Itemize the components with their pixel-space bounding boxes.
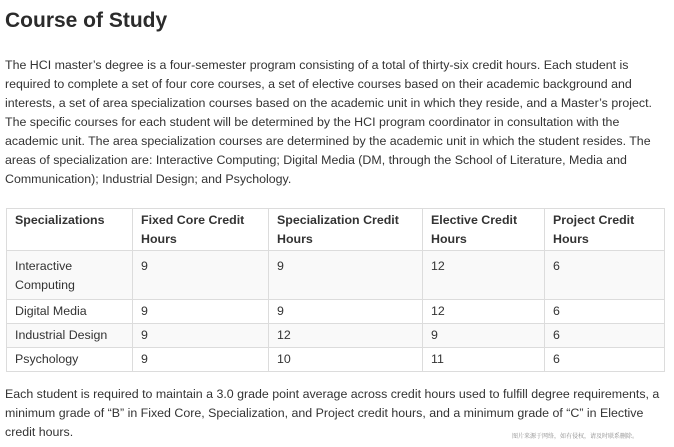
cell-project: 6 (545, 324, 665, 348)
intro-paragraph: The HCI master’s degree is a four-semester program consisting of a total of thirty-six credit hours. Each student is required to complete a set of four core courses, a set of elective courses based on their academic background and interests, a set of area specialization courses based on the academic unit in which they reside, and a Master’s project. The specific courses for each student will be determined by the HCI program coordinator in consultation with the academic unit. The area specialization courses are determined by the academic unit in which the student resides. The areas of specialization are: Interactive Computing; Digital Media (DM, through the School of Literature, Media and Communication); Industrial Design; and Psychology. (5, 58, 652, 186)
cell-project: 6 (545, 300, 665, 324)
cell-specialization-credit: 10 (269, 348, 423, 372)
cell-fixed-core: 9 (133, 324, 269, 348)
table-row-psychology (7, 348, 665, 372)
table-row-industrial-design (7, 324, 665, 348)
cell-specialization-credit: 12 (269, 324, 423, 348)
gpa-requirements-paragraph: Each student is required to maintain a 3.0 grade point average across credit hours used to fulfill degree requirements, a minimum grade of “B” in Fixed Core, Specialization, and Project credit hours, and a minimum grade of “C” in Elective credit hours. (5, 387, 660, 439)
cell-specialization-name: Industrial Design (7, 324, 133, 348)
header-fixed-core-credit-hours: Fixed Core Credit Hours (133, 209, 269, 251)
cell-specialization-name: Digital Media (7, 300, 133, 324)
cell-elective: 12 (423, 300, 545, 324)
table-row-interactive-computing (7, 251, 665, 300)
credit-hours-table-container (6, 208, 664, 372)
header-elective-credit-hours: Elective Credit Hours (423, 209, 545, 251)
cell-project: 6 (545, 251, 665, 300)
cell-fixed-core: 9 (133, 251, 269, 300)
cell-fixed-core: 9 (133, 348, 269, 372)
cell-specialization-credit: 9 (269, 300, 423, 324)
table-row-digital-media (7, 300, 665, 324)
header-specialization-credit-hours: Specialization Credit Hours (269, 209, 423, 251)
table-header-row (7, 209, 665, 251)
cell-project: 6 (545, 348, 665, 372)
cell-specialization-name: Psychology (7, 348, 133, 372)
cell-elective: 9 (423, 324, 545, 348)
header-specializations: Specializations (7, 209, 133, 251)
cell-elective: 11 (423, 348, 545, 372)
header-project-credit-hours: Project Credit Hours (545, 209, 665, 251)
cell-elective: 12 (423, 251, 545, 300)
cell-specialization-credit: 9 (269, 251, 423, 300)
credit-hours-table (6, 208, 665, 372)
cell-specialization-name: Interactive Computing (7, 251, 133, 300)
page-title: Course of Study (5, 9, 168, 32)
image-source-watermark: 图片来源于网络，如有侵权，请及时联系删除。 (511, 434, 638, 440)
cell-fixed-core: 9 (133, 300, 269, 324)
